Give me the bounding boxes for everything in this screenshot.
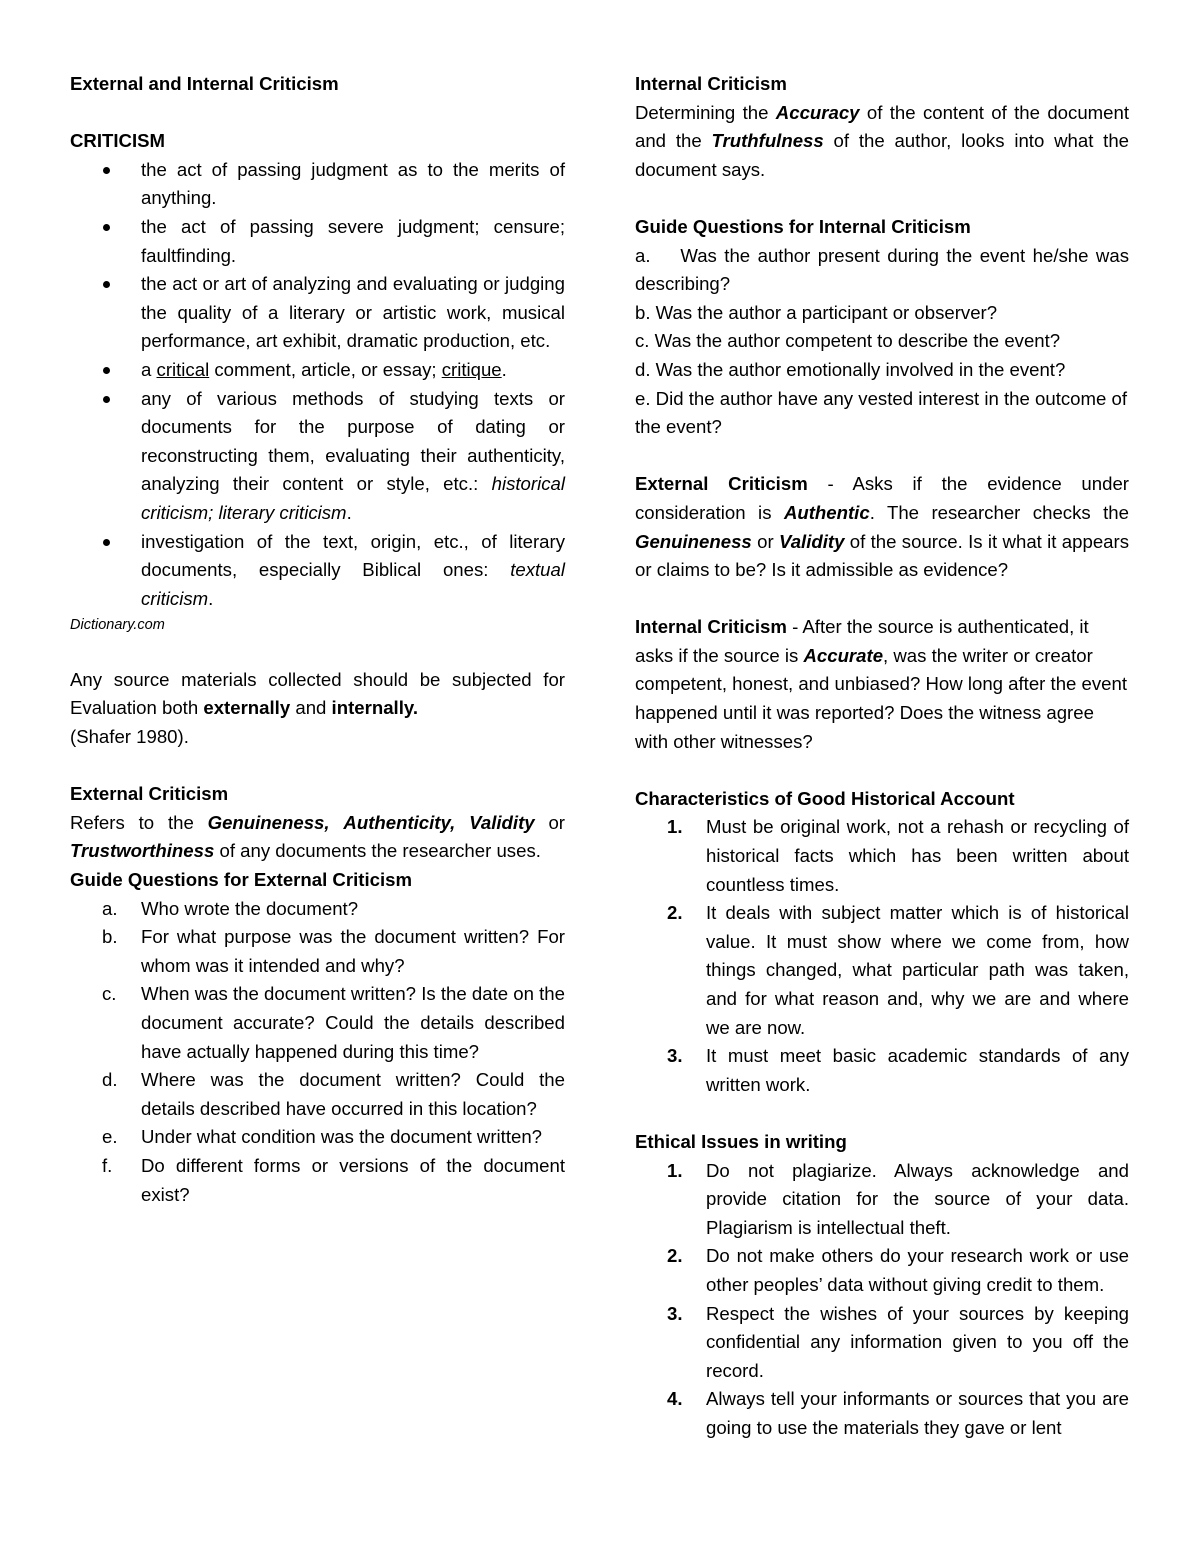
spacer: [635, 184, 1129, 213]
external-guide-heading: Guide Questions for External Criticism: [70, 869, 412, 891]
definition-text: or: [534, 811, 565, 833]
list-item-text: When was the document written? Is the date on the document accurate? Could the details described have actually happened during this time?: [141, 983, 565, 1062]
paragraph-text: , was the writer or creator competent, honest, and unbiased? How long after the event happened until it was reported? Does the witness agree with other witnesses?: [635, 644, 1128, 752]
list-item-text: Must be original work, not a rehash or recycling of historical facts which has been written about countless times.: [706, 816, 1129, 895]
spacer: [635, 1099, 1129, 1128]
external-question-item: [70, 1123, 565, 1152]
characteristics-heading: Characteristics of Good Historical Account: [635, 787, 1015, 809]
external-question-item: [70, 923, 565, 980]
external-criticism-heading: External Criticism: [70, 783, 229, 805]
definition-text-pre: a: [141, 358, 157, 380]
list-item-text: Respect the wishes of your sources by keeping confidential any information given to you off the record.: [706, 1302, 1129, 1381]
external-guide-questions-list: [70, 895, 565, 1210]
bullet-icon: [103, 167, 110, 174]
question-text: Was the author present during the event he/she was describing?: [635, 244, 1129, 295]
paragraph-text: . The researcher checks the: [869, 501, 1129, 523]
definition-text: Determining the: [635, 101, 776, 123]
example-text: historical criticism; literary criticism: [141, 473, 565, 523]
term-accuracy: Accuracy: [775, 101, 860, 123]
list-item: [70, 270, 565, 356]
spacer: [70, 637, 565, 666]
list-marker: a.: [102, 897, 118, 919]
list-marker: 3.: [667, 1302, 683, 1324]
ethical-issue-item: [635, 1242, 1129, 1299]
list-marker: 4.: [667, 1388, 683, 1410]
term-validity: Validity: [778, 530, 845, 552]
critical-link[interactable]: critical: [156, 358, 210, 380]
list-marker: b.: [102, 926, 118, 948]
list-marker: f.: [102, 1154, 113, 1176]
externally-term: externally: [203, 697, 291, 719]
characteristic-item: [635, 1042, 1129, 1099]
question-marker: a.: [635, 244, 651, 266]
definition-text: of any documents the researcher uses.: [214, 840, 541, 862]
external-question-item: [70, 1152, 565, 1209]
bullet-icon: [103, 539, 110, 546]
list-item: [70, 528, 565, 614]
right-column: [635, 70, 1129, 1443]
definition-text: Refers to the: [70, 811, 208, 833]
spacer: [635, 585, 1129, 614]
term-genuineness: Genuineness: [635, 530, 752, 552]
ethical-issue-item: [635, 1385, 1129, 1442]
external-question-item: [70, 980, 565, 1066]
list-marker: d.: [102, 1069, 118, 1091]
term-truthfulness: Truthfulness: [711, 130, 824, 152]
definition-text: investigation of the text, origin, etc., of literary documents, especially Biblical ones:: [141, 530, 565, 581]
definition-text: any of various methods of studying texts or documents for the purpose of dating or reconstructing them, evaluating their authenticity, analyzing their content or style, etc.:: [141, 387, 565, 495]
external-criticism-paragraph: [635, 470, 1129, 584]
internal-guide-question: e. Did the author have any vested interest in the outcome of the event?: [635, 387, 1127, 438]
ethical-issues-list: [635, 1157, 1129, 1443]
list-item-text: Where was the document written? Could the details described have occurred in this location?: [141, 1069, 565, 1119]
paragraph-text: - Asks if the evidence under consideration is: [635, 473, 1129, 523]
list-marker: 1.: [667, 816, 683, 838]
bullet-icon: [103, 224, 110, 231]
paragraph-text: or: [751, 530, 779, 552]
definition-text: of the author, looks into what the document says.: [635, 130, 1130, 180]
ethical-issue-item: [635, 1157, 1129, 1243]
definition-text-post: .: [501, 358, 507, 380]
definition-text: the act of passing judgment as to the merits of anything.: [141, 158, 565, 209]
criticism-definitions-list: [70, 156, 565, 614]
definition-text-mid: comment, article, or essay;: [209, 358, 442, 380]
internal-criticism-heading: Internal Criticism: [635, 73, 787, 94]
list-marker: 3.: [667, 1045, 683, 1067]
document-title: External and Internal Criticism: [70, 73, 339, 94]
term-validity: Validity: [469, 811, 535, 833]
internal-guide-question: b. Was the author a participant or observer?: [635, 301, 998, 323]
term-authentic: Authentic: [783, 501, 870, 523]
critique-link[interactable]: critique: [441, 358, 502, 380]
internal-criticism-paragraph: [635, 613, 1129, 756]
definition-text: of the content of the document and the: [635, 101, 1129, 152]
internal-guide-question: c. Was the author competent to describe the event?: [635, 330, 1061, 352]
spacer: [635, 442, 1129, 471]
definition-text-post: .: [208, 587, 214, 609]
term-genuineness: Genuineness,: [207, 811, 330, 833]
external-question-item: [70, 895, 565, 924]
list-item-text: It must meet basic academic standards of any written work.: [706, 1045, 1129, 1095]
paragraph-text: of the source. Is it what it appears or claims to be? Is it admissible as evidence?: [635, 530, 1129, 581]
list-item: [70, 356, 565, 385]
list-marker: c.: [102, 983, 117, 1005]
source-citation: Dictionary.com: [70, 617, 165, 634]
term-accurate: Accurate: [803, 644, 884, 666]
characteristic-item: [635, 813, 1129, 899]
internal-guide-question: [635, 242, 1129, 299]
ethical-issue-item: [635, 1300, 1129, 1386]
list-item: [70, 213, 565, 270]
paragraph-text: - After the source is authenticated, it asks if the source is: [635, 616, 1089, 666]
internal-criticism-label: Internal Criticism: [635, 616, 787, 638]
list-item: [70, 156, 565, 213]
external-criticism-definition: [70, 809, 565, 866]
left-column: [70, 70, 565, 1209]
list-item-text: Always tell your informants or sources that you are going to use the materials they gave or lent: [706, 1388, 1129, 1438]
list-item-text: Under what condition was the document written?: [141, 1126, 543, 1148]
ethical-issues-heading: Ethical Issues in writing: [635, 1130, 847, 1152]
term-authenticity: Authenticity,: [343, 811, 456, 833]
external-criticism-label: External Criticism: [635, 473, 808, 495]
bullet-icon: [103, 396, 110, 403]
internal-guide-heading: Guide Questions for Internal Criticism: [635, 215, 971, 237]
internally-term: internally.: [331, 697, 418, 719]
list-item-text: Who wrote the document?: [141, 897, 359, 919]
criticism-heading: CRITICISM: [70, 130, 166, 152]
list-marker: e.: [102, 1126, 118, 1148]
spacer: [70, 99, 565, 128]
shafer-citation: (Shafer 1980).: [70, 726, 189, 748]
list-marker: 2.: [667, 902, 683, 924]
definition-text: the act or art of analyzing and evaluating or judging the quality of a literary or artistic work, musical performance, art exhibit, dramatic production, etc.: [141, 273, 565, 352]
list-item-text: Do not plagiarize. Always acknowledge and provide citation for the source of your data. Plagiarism is intellectual theft.: [706, 1159, 1129, 1238]
list-item-text: For what purpose was the document written? For whom was it intended and why?: [141, 926, 565, 976]
list-marker: 1.: [667, 1159, 683, 1181]
list-marker: 2.: [667, 1245, 683, 1267]
internal-criticism-definition: [635, 99, 1129, 185]
term-trustworthiness: Trustworthiness: [70, 840, 215, 862]
definition-text-post: .: [346, 501, 352, 523]
list-item-text: It deals with subject matter which is of historical value. It must show where we come from, how things changed, what particular path was taken, and for what reason and, why we are and where we are now.: [706, 902, 1129, 1038]
characteristic-item: [635, 899, 1129, 1042]
bullet-icon: [103, 367, 110, 374]
list-item-text: Do not make others do your research work or use other peoples’ data without giving credit to them.: [706, 1245, 1129, 1295]
evaluation-text: Any source materials collected should be subjected for Evaluation both: [70, 668, 565, 719]
internal-guide-question: d. Was the author emotionally involved in the event?: [635, 358, 1066, 380]
list-item: [70, 385, 565, 528]
evaluation-text: and: [290, 697, 332, 719]
evaluation-paragraph: [70, 666, 565, 723]
example-text: textual criticism: [141, 559, 565, 609]
spacer: [635, 756, 1129, 785]
bullet-icon: [103, 281, 110, 288]
list-item-text: Do different forms or versions of the document exist?: [141, 1154, 565, 1205]
external-question-item: [70, 1066, 565, 1123]
characteristics-list: [635, 813, 1129, 1099]
definition-text: the act of passing severe judgment; censure; faultfinding.: [141, 215, 565, 266]
spacer: [70, 752, 565, 781]
